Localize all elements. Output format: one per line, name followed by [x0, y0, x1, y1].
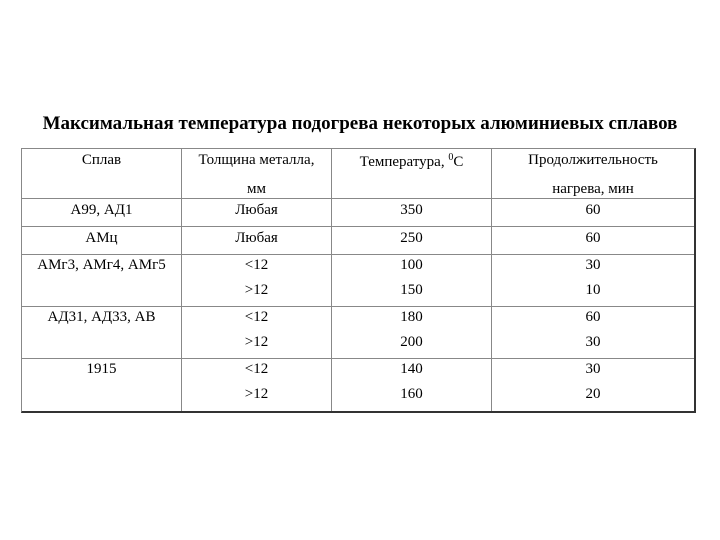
cell-alloy: АМг3, АМг4, АМг5 — [22, 255, 182, 307]
cell-temperature: 180 200 — [332, 307, 492, 359]
cell-temperature: 140 160 — [332, 359, 492, 411]
cell-thickness: <12 >12 — [182, 359, 332, 411]
table-row — [22, 227, 694, 255]
cell-duration: 60 — [492, 199, 694, 227]
cell-alloy: АД31, АД33, АВ — [22, 307, 182, 359]
cell-duration: 30 20 — [585, 361, 601, 402]
cell-thickness: Любая — [182, 227, 332, 255]
cell-duration: 60 30 — [492, 307, 694, 359]
cell-temperature: 100 150 — [332, 255, 492, 307]
cell-alloy: А99, АД1 — [22, 199, 182, 227]
header-temperature: Температура, $^0$С — [332, 149, 492, 199]
table-row — [22, 199, 694, 227]
cell-duration: 60 — [492, 227, 694, 255]
table-row — [22, 307, 694, 359]
cell-alloy: 1915 — [22, 359, 182, 411]
cell-alloy: АМц — [22, 227, 182, 255]
cell-temperature: 350 — [332, 199, 492, 227]
table-title: Максимальная температура подогрева некоторых алюминиевых сплавов — [42, 113, 678, 134]
header-thickness: Толщина металла, мм — [182, 149, 332, 199]
cell-thickness: <12 >12 — [182, 307, 332, 359]
alloy-heating-table — [21, 148, 696, 413]
table-row — [22, 255, 694, 307]
header-alloy: Сплав — [22, 149, 182, 199]
cell-temperature: 250 — [332, 227, 492, 255]
cell-duration: 30 10 — [492, 255, 694, 307]
cell-thickness: <12 >12 — [182, 255, 332, 307]
header-row — [22, 149, 694, 199]
cell-thickness: Любая — [182, 199, 332, 227]
table-row — [22, 359, 694, 411]
header-duration: Продолжительность нагрева, мин — [492, 149, 694, 199]
